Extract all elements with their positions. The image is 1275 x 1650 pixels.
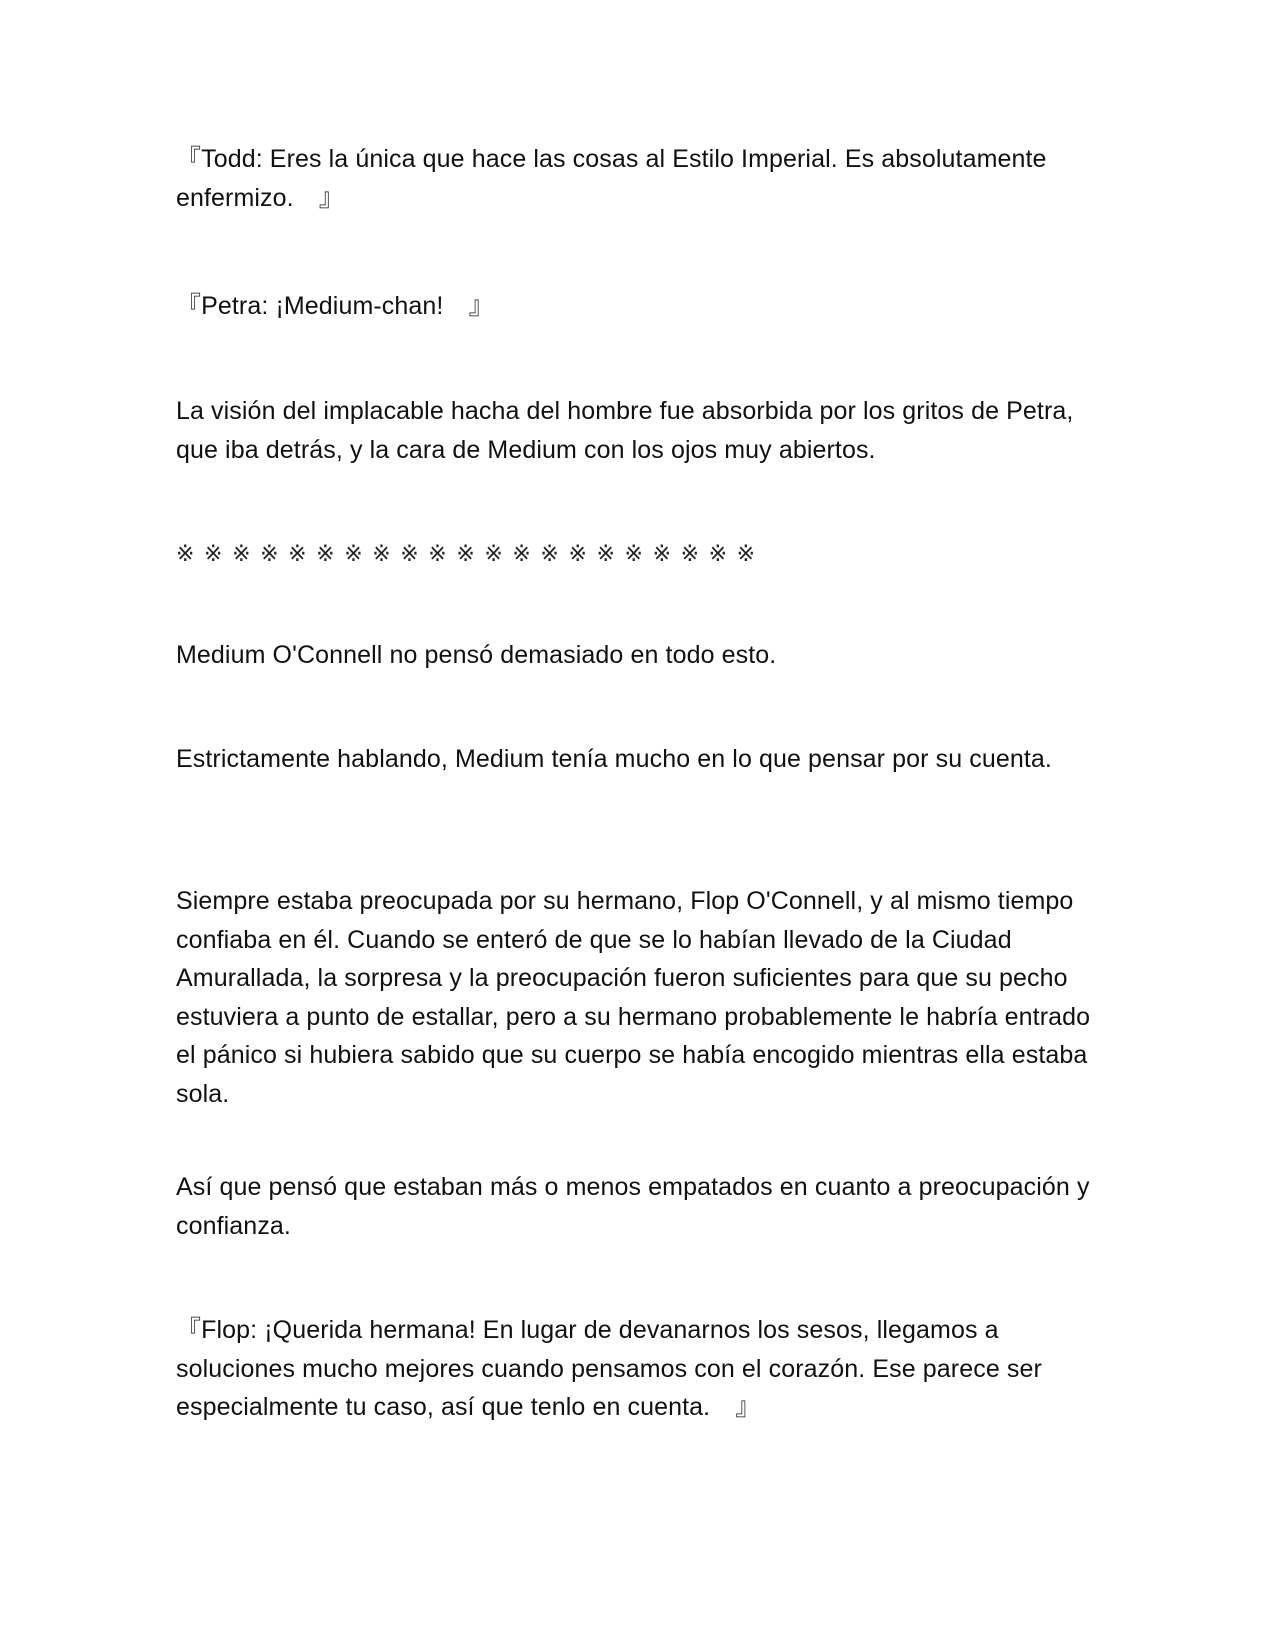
paragraph-strictly-speaking: Estrictamente hablando, Medium tenía mucho en lo que pensar por su cuenta. (176, 745, 1052, 773)
paragraph-brother-worry: Siempre estaba preocupada por su hermano, Flop O'Connell, y al mismo tiempo confiaba en él. Cuando se enteró de que se lo habían llevado de la Ciudad Amurallada, la sorpresa y la preocupación fueron suficientes para que su pecho estuviera a punto de estallar, pero a su hermano probablemente le habría entrado el pánico si hubiera sabido que su cuerpo se había encogido mientras ella estaba sola. (176, 887, 1091, 1108)
paragraph-tied: Así que pensó que estaban más o menos empatados en cuanto a preocupación y confianza. (176, 1173, 1090, 1240)
scene-separator: ※※※※※※※※※※※※※※※※※※※※※ (176, 542, 765, 567)
paragraph-flop-dialogue: 『Flop: ¡Querida hermana! En lugar de devanarnos los sesos, llegamos a soluciones mucho mejores cuando pensamos con el corazón. Ese parece ser especialmente tu caso, así que tenlo en cuenta. 』 (176, 1316, 1042, 1421)
paragraph-petra-dialogue: 『Petra: ¡Medium-chan! 』 (176, 292, 494, 320)
paragraph-medium-thinking: Medium O'Connell no pensó demasiado en todo esto. (176, 641, 777, 669)
paragraph-axe-vision: La visión del implacable hacha del hombre fue absorbida por los gritos de Petra, que iba detrás, y la cara de Medium con los ojos muy abiertos. (176, 397, 1074, 464)
paragraph-todd-dialogue: 『Todd: Eres la única que hace las cosas al Estilo Imperial. Es absolutamente enfermizo. 』 (176, 145, 1047, 212)
